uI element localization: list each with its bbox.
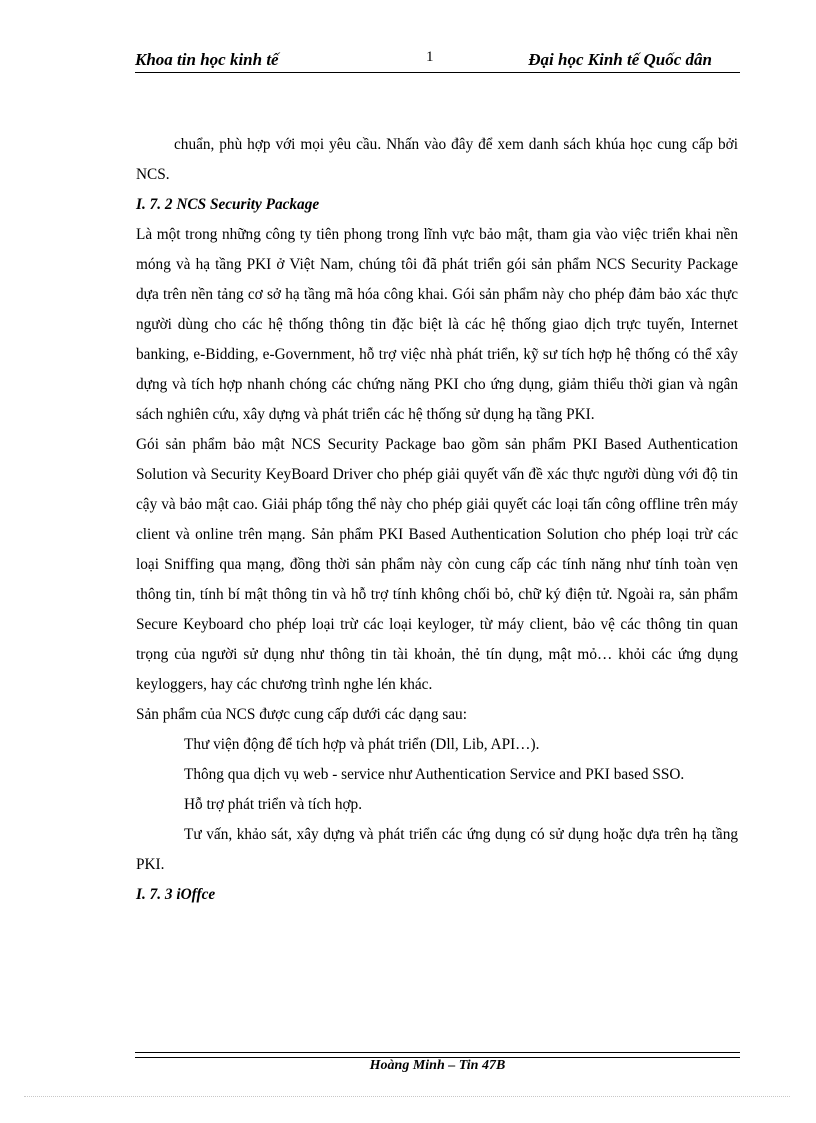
header-university: Đại học Kinh tế Quốc dân — [528, 50, 712, 69]
footer-author: Hoàng Minh – Tin 47B — [369, 1058, 506, 1073]
page-header — [135, 46, 740, 73]
list-item: Thông qua dịch vụ web - service như Authentication Service and PKI based SSO. — [184, 766, 685, 783]
paragraph-company-intro: Là một trong những công ty tiên phong trong lĩnh vực bảo mật, tham gia vào việc triển khai nền móng và hạ tầng PKI ở Việt Nam, chúng tôi đã phát triển gói sản phẩm NCS Security Package dựa trên nền tảng cơ sở hạ tầng mã hóa công khai. Gói sản phẩm này cho phép đảm bảo xác thực người dùng cho các hệ thống thông tin đặc biệt là các hệ thống giao dịch trực tuyến, Internet banking, e-Bidding, e-Government, hỗ trợ việc nhà phát triển, kỹ sư tích hợp hệ thống có thể xây dựng và tích hợp nhanh chóng các chứng năng PKI cho ứng dụng, giảm thiểu thời gian và ngân sách nghiên cứu, xây dựng và phát triển các hệ thống sử dụng hạ tầng PKI. — [136, 226, 738, 423]
page-number: 1 — [426, 49, 434, 65]
paragraph-product-forms: Sản phẩm của NCS được cung cấp dưới các dạng sau: — [136, 706, 467, 723]
document-body — [136, 130, 738, 910]
page-boundary — [24, 1096, 790, 1097]
header-faculty: Khoa tin học kinh tế — [135, 50, 279, 69]
section-heading-ncs-security-package: I. 7. 2 NCS Security Package — [136, 196, 320, 213]
list-item: Tư vấn, khảo sát, xây dựng và phát triển các ứng dụng có sử dụng hoặc dựa trên hạ tầng PKI. — [136, 826, 738, 873]
list-item: Hỗ trợ phát triển và tích hợp. — [184, 796, 363, 813]
paragraph-package-details: Gói sản phẩm bảo mật NCS Security Package bao gồm sản phẩm PKI Based Authentication Solution và Security KeyBoard Driver cho phép giải quyết vấn đề xác thực người dùng với độ tin cậy và bảo mật cao. Giải pháp tổng thể này cho phép giải quyết các loại tấn công offline trên máy client và online trên mạng. Sản phẩm PKI Based Authentication Solution cho phép loại trừ các loại Sniffing qua mạng, đồng thời sản phẩm này còn cung cấp các tính năng như tính toàn vẹn thông tin, tính bí mật thông tin và hỗ trợ tính không chối bỏ, chữ ký điện tử. Ngoài ra, sản phẩm Secure Keyboard cho phép loại trừ các loại keyloger, từ máy client, bảo vệ các thông tin quan trọng của người sử dụng như thông tin tài khoản, thẻ tín dụng, mật mỏ… khỏi các ứng dụng keyloggers, hay các chương trình nghe lén khác. — [136, 436, 738, 693]
intro-paragraph: chuẩn, phù hợp với mọi yêu cầu. Nhấn vào đây để xem danh sách khúa học cung cấp bởi NCS. — [136, 136, 738, 183]
list-item: Thư viện động để tích hợp và phát triển (Dll, Lib, API…). — [184, 736, 540, 753]
section-heading-ioffce: I. 7. 3 iOffce — [136, 886, 216, 903]
